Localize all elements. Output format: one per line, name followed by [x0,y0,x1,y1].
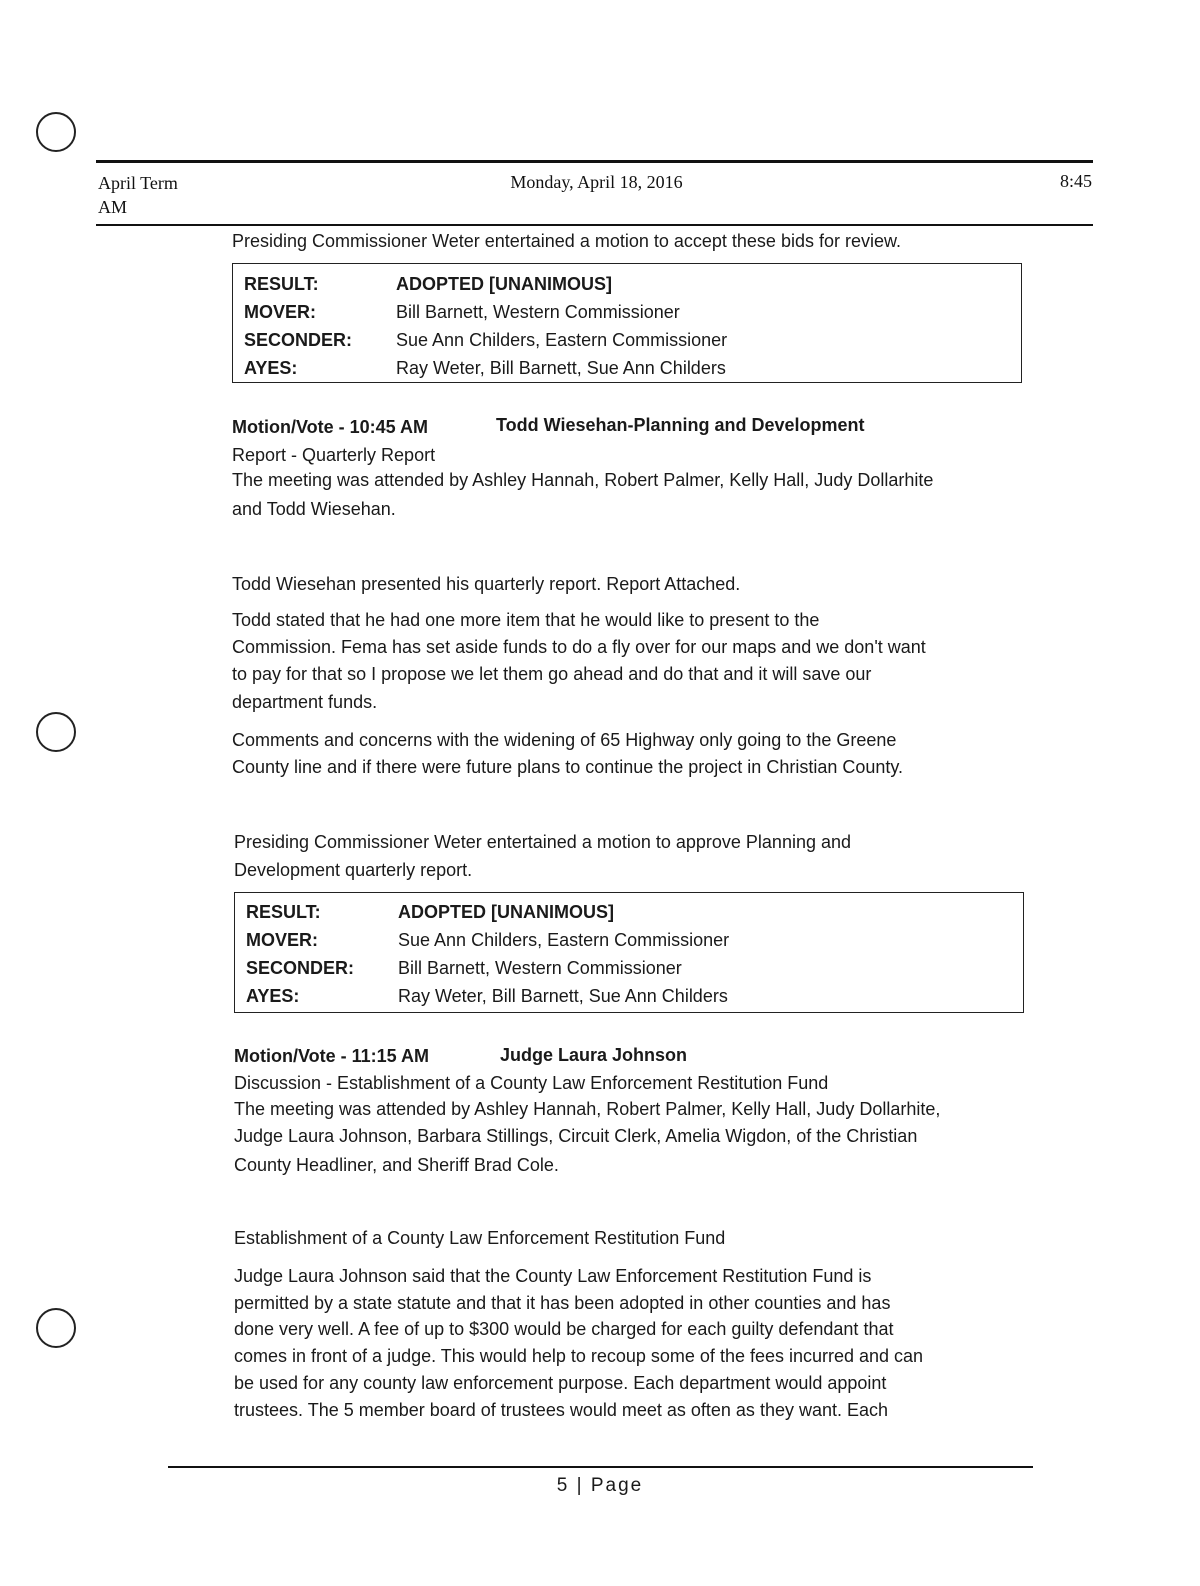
item1-motion-line2: Development quarterly report. [234,860,473,880]
ayes-label: AYES: [246,986,300,1006]
result-label: RESULT: [244,274,319,294]
header-bottom-rule [96,224,1093,226]
item1-paragraph3-line1: Comments and concerns with the widening of 65 Highway only going to the Greene [232,730,897,750]
ayes-value: Ray Weter, Bill Barnett, Sue Ann Childers [396,358,726,378]
result-value: ADOPTED [UNANIMOUS] [396,274,612,294]
item2-section-title: Establishment of a County Law Enforcement Restitution Fund [234,1228,726,1248]
item2-attendance-line1: The meeting was attended by Ashley Hannah, Robert Palmer, Kelly Hall, Judy Dollarhite, [234,1099,941,1119]
header-date: Monday, April 18, 2016 [510,172,683,192]
vote-result-box [234,892,1024,1013]
item1-paragraph2-line2: Commission. Fema has set aside funds to do a fly over for our maps and we don't want [232,637,926,657]
punch-hole-bottom [36,1308,76,1348]
result-value: ADOPTED [UNANIMOUS] [398,902,614,922]
seconder-label: SECONDER: [244,330,353,350]
mover-label: MOVER: [246,930,318,950]
item1-paragraph2-line1: Todd stated that he had one more item that he would like to present to the [232,610,820,630]
ayes-value: Ray Weter, Bill Barnett, Sue Ann Childers [398,986,728,1006]
item1-heading-title: Todd Wiesehan-Planning and Development [496,415,865,435]
item1-attendance-line1: The meeting was attended by Ashley Hannah, Robert Palmer, Kelly Hall, Judy Dollarhite [232,470,934,490]
seconder-value: Sue Ann Childers, Eastern Commissioner [396,330,728,350]
item2-paragraph-line6: trustees. The 5 member board of trustees would meet as often as they want. Each [234,1400,889,1420]
item1-paragraph2-line3: to pay for that so I propose we let them go ahead and do that and it will save our [232,664,872,684]
item2-paragraph-line2: permitted by a state statute and that it has been adopted in other counties and has [234,1293,891,1313]
item1-attendance-line2: and Todd Wiesehan. [232,499,396,519]
item2-paragraph-line3: done very well. A fee of up to $300 would be charged for each guilty defendant that [234,1319,894,1339]
item1-motion-line1: Presiding Commissioner Weter entertained a motion to approve Planning and [234,832,852,852]
item1-paragraph3-line2: County line and if there were future plans to continue the project in Christian County. [232,757,904,777]
punch-hole-middle [36,712,76,752]
page-number: 5 | Page [556,1475,644,1496]
item1-paragraph1: Todd Wiesehan presented his quarterly report. Report Attached. [232,574,741,594]
result-label: RESULT: [246,902,321,922]
header-top-rule [96,160,1093,163]
vote-result-box [232,263,1022,383]
header-time: 8:45 [1059,171,1092,191]
item1-heading-time: Motion/Vote - 10:45 AM [232,417,429,437]
mover-value: Sue Ann Childers, Eastern Commissioner [398,930,730,950]
item1-paragraph2-line4: department funds. [232,692,378,712]
mover-label: MOVER: [244,302,316,322]
item2-attendance-line2: Judge Laura Johnson, Barbara Stillings, Circuit Clerk, Amelia Wigdon, of the Christian [234,1126,918,1146]
item2-heading-title: Judge Laura Johnson [500,1045,688,1065]
item1-subtitle: Report - Quarterly Report [232,445,436,465]
item2-paragraph-line5: be used for any county law enforcement purpose. Each department would appoint [234,1373,887,1393]
item2-subtitle: Discussion - Establishment of a County Law Enforcement Restitution Fund [234,1073,829,1093]
item2-paragraph-line1: Judge Laura Johnson said that the County Law Enforcement Restitution Fund is [234,1266,872,1286]
punch-hole-top [36,112,76,152]
seconder-value: Bill Barnett, Western Commissioner [398,958,682,978]
intro-motion-text: Presiding Commissioner Weter entertained a motion to accept these bids for review. [232,231,901,251]
item2-attendance-line3: County Headliner, and Sheriff Brad Cole. [234,1155,559,1175]
mover-value: Bill Barnett, Western Commissioner [396,302,680,322]
header-session: AM [98,197,128,217]
footer-rule [168,1466,1033,1468]
ayes-label: AYES: [244,358,298,378]
item2-paragraph-line4: comes in front of a judge. This would help to recoup some of the fees incurred and can [234,1346,924,1366]
header-term: April Term [98,173,178,193]
seconder-label: SECONDER: [246,958,355,978]
item2-heading-time: Motion/Vote - 11:15 AM [234,1046,430,1066]
